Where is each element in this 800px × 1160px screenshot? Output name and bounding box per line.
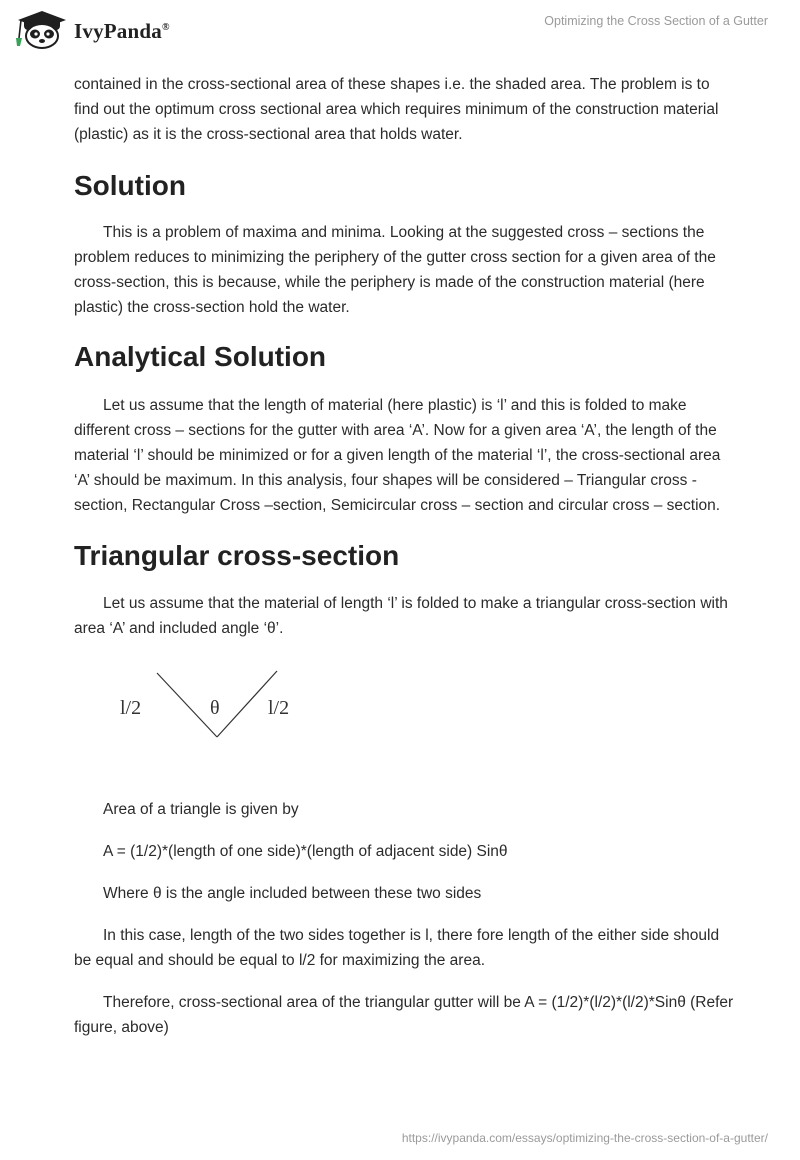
triangular-heading: Triangular cross-section [74, 540, 400, 571]
solution-paragraph: This is a problem of maxima and minima. Looking at the suggested cross – sections the problem reduces to minimizing the periphery of the gutter cross section for a given area of the cross-section, this is because, while the periphery is made of the construction material (here plastic) the cross-section hold the water. [74, 224, 716, 316]
analytical-paragraph: Let us assume that the length of material (here plastic) is ‘l’ and this is folded to make different cross – sections for the gutter with area ‘A’. Now for a given area ‘A’, the length of the material ‘l’ should be minimized or for a given length of the material ‘l’, the cross-sectional area ‘A’ should be maximum. In this analysis, four shapes will be considered – Triangular cross - section, Rectangular Cross –section, Semicircular cross – section and circular cross – section. [74, 397, 721, 514]
conclusion-paragraph: Therefore, cross-sectional area of the triangular gutter will be A = (1/2)*(l/2)*(l/2)*Sinθ (Refer figure, above) [74, 994, 734, 1036]
analytical-solution-heading: Analytical Solution [74, 341, 327, 372]
area-formula: A = (1/2)*(length of one side)*(length of adjacent side) Sinθ [103, 843, 508, 860]
left-side-label: l/2 [120, 697, 142, 719]
brand-logo[interactable] [14, 8, 170, 55]
solution-heading: Solution [74, 170, 186, 201]
document-title: Optimizing the Cross Section of a Gutter [544, 14, 768, 28]
source-url[interactable]: https://ivypanda.com/essays/optimizing-the-cross-section-of-a-gutter/ [401, 1131, 768, 1145]
brand-name: IvyPanda® [74, 19, 170, 43]
intro-paragraph: contained in the cross-sectional area of these shapes i.e. the shaded area. The problem is to find out the optimum cross sectional area which requires minimum of the construction material (plastic) as it is the cross-sectional area that holds water. [74, 76, 719, 143]
v-shape-diagram [120, 670, 360, 760]
equal-sides-paragraph: In this case, length of the two sides together is l, there fore length of the either side should be equal and should be equal to l/2 for maximizing the area. [74, 927, 720, 969]
essay-content [74, 72, 734, 1040]
theta-note: Where θ is the angle included between these two sides [103, 885, 482, 902]
triangle-figure [120, 670, 360, 760]
area-intro: Area of a triangle is given by [103, 801, 299, 818]
right-side-label: l/2 [268, 697, 290, 719]
panda-graduate-icon [14, 8, 66, 55]
page-header [0, 0, 800, 70]
angle-label: θ [210, 697, 220, 719]
triangular-paragraph: Let us assume that the material of length ‘l’ is folded to make a triangular cross-section with area ‘A’ and included angle ‘θ’. [74, 595, 728, 637]
